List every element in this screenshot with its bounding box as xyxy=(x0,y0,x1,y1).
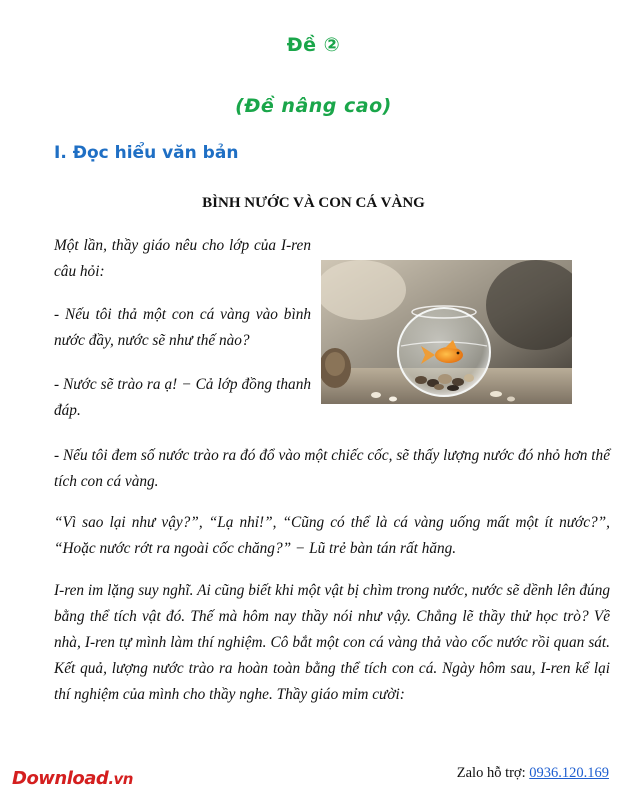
support-label: Zalo hỗ trợ: xyxy=(456,765,526,781)
goldfish-bowl-photo xyxy=(321,260,572,404)
section-title: I. Đọc hiểu văn bản xyxy=(54,143,239,163)
exam-subtitle: (Đề nâng cao) xyxy=(235,95,392,117)
brand-main: Download xyxy=(12,768,109,789)
story-paragraph: - Nếu tôi đem số nước trào ra đó đổ vào một chiếc cốc, sẽ thấy lượng nước đó nhỏ hơn thể tích con cá vàng. xyxy=(54,447,610,490)
story-paragraph: - Nếu tôi thả một con cá vàng vào bình nước đầy, nước sẽ như thế nào? xyxy=(54,306,311,349)
download-vn-logo[interactable] xyxy=(12,768,133,789)
brand-ext: .vn xyxy=(108,770,133,788)
story-paragraph: - Nước sẽ trào ra ạ! − Cả lớp đồng thanh đáp. xyxy=(54,376,311,419)
support-phone-link[interactable]: 0936.120.169 xyxy=(529,765,609,781)
story-paragraph: I-ren im lặng suy nghĩ. Ai cũng biết khi một vật bị chìm trong nước, nước sẽ dềnh lên đúng bằng thể tích vật đó. Thế mà hôm nay thầy nói như vậy. Chẳng lẽ thầy thử học trò? Về nhà, I-ren tự mình làm thí nghiệm. Cô bắt một con cá vàng thả vào cốc nước rồi quan sát. Kết quả, lượng nước trào ra hoàn toàn bằng thể tích con cá. Ngày hôm sau, I-ren kể lại thí nghiệm của mình cho thầy nghe. Thầy giáo mỉm cười: xyxy=(54,582,610,703)
story-title: BÌNH NƯỚC VÀ CON CÁ VÀNG xyxy=(202,195,425,211)
story-paragraph: “Vì sao lại như vậy?”, “Lạ nhỉ!”, “Cũng có thể là cá vàng uống mất một ít nước?”, “Hoặc nước rớt ra ngoài cốc chăng?” − Lũ trẻ bàn tán rất hăng. xyxy=(54,514,610,557)
support-contact xyxy=(457,765,609,782)
story-paragraph: Một lần, thầy giáo nêu cho lớp của I-ren câu hỏi: xyxy=(54,237,311,280)
exam-title: Đề ② xyxy=(286,34,341,56)
